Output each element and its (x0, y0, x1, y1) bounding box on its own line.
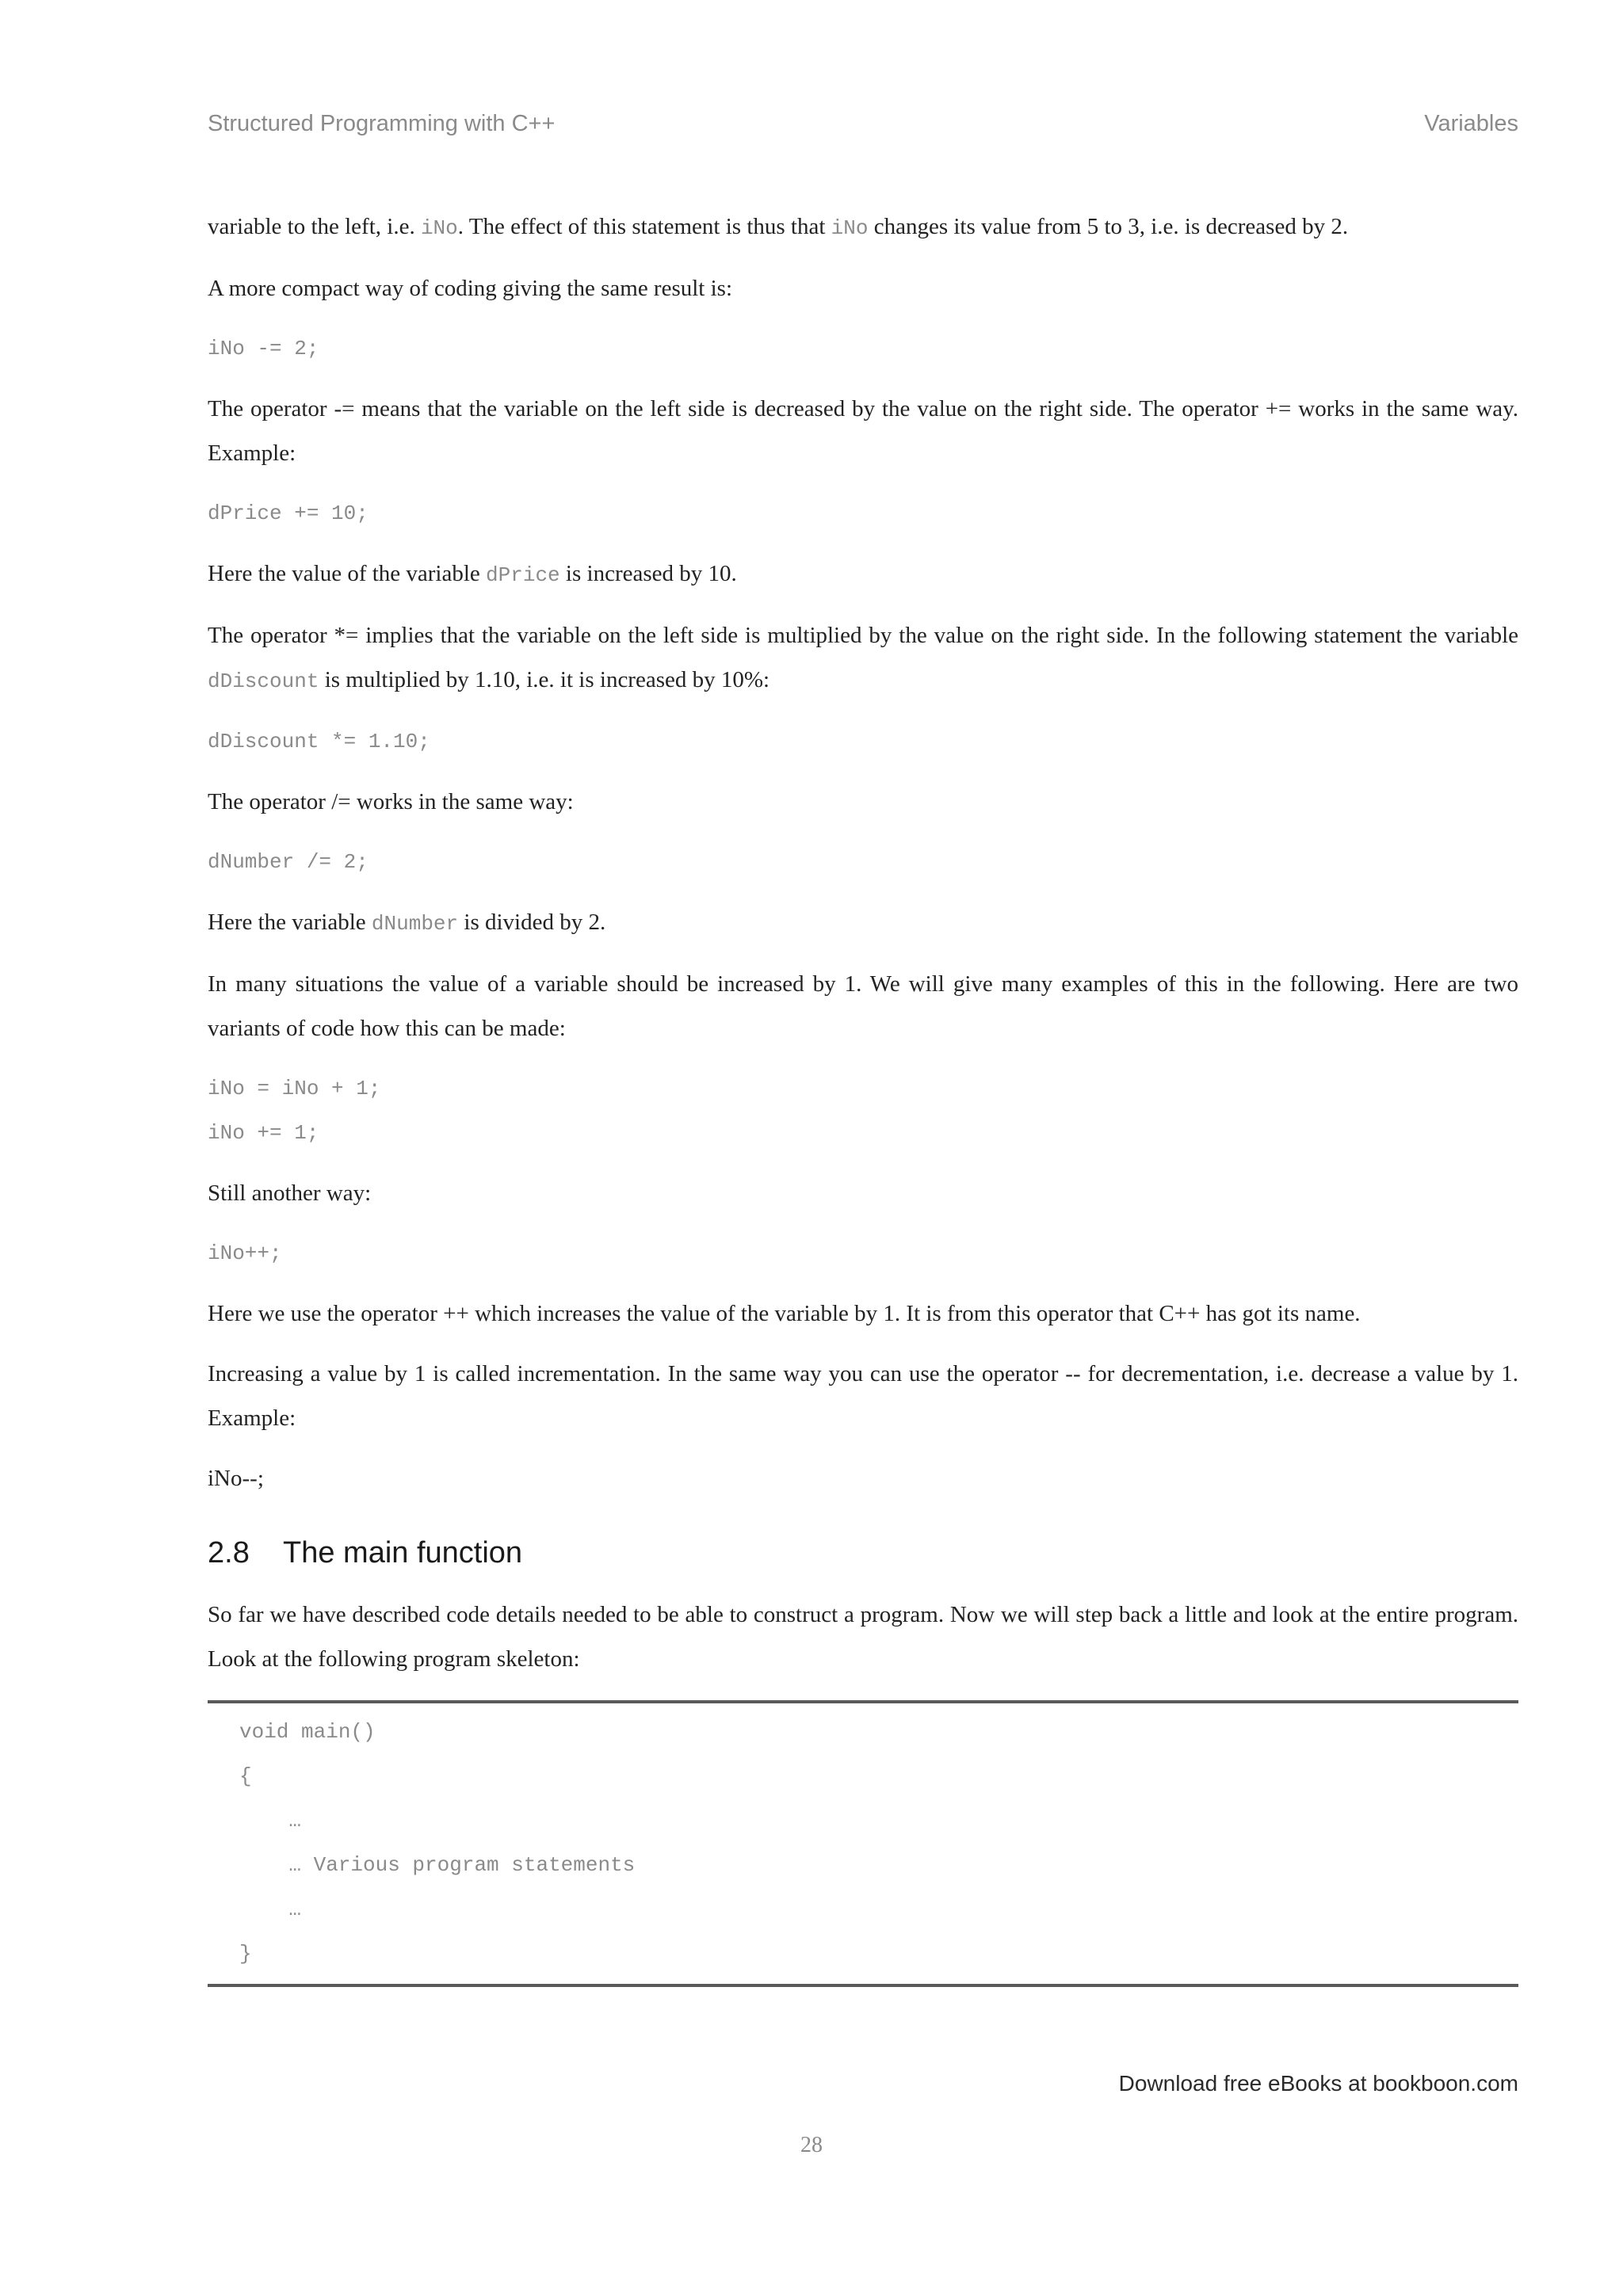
text-run: is increased by 10. (559, 561, 737, 586)
code-line: … (239, 1897, 302, 1921)
paragraph: So far we have described code details needed to be able to construct a program. Now we will step back a little and look at the entire program. Look at the following program skeleton: (208, 1602, 1518, 1672)
inline-code: iNo (831, 216, 869, 240)
section-heading (208, 1529, 1518, 1577)
text-run: is multiplied by 1.10, i.e. it is increased by 10%: (319, 667, 770, 692)
book-title: Structured Programming with C++ (208, 111, 556, 136)
code-example: iNo++; (208, 1241, 282, 1265)
page-number: 28 (800, 2133, 823, 2157)
inline-code: iNo (420, 216, 458, 240)
body-text (208, 204, 1518, 1987)
code-line: … Various program statements (239, 1853, 636, 1877)
section-title: The main function (283, 1536, 523, 1569)
code-example: dDiscount *= 1.10; (208, 730, 430, 753)
code-example: iNo = iNo + 1; (208, 1077, 381, 1100)
code-example: dPrice += 10; (208, 502, 369, 525)
paragraph: A more compact way of coding giving the same result is: (208, 276, 733, 301)
text-run: variable to the left, i.e. (208, 214, 421, 239)
code-example: iNo += 1; (208, 1121, 319, 1145)
text-run: Here the value of the variable (208, 561, 487, 586)
code-line: { (239, 1764, 252, 1788)
text-run: . The effect of this statement is thus that (457, 214, 831, 239)
paragraph: Increasing a value by 1 is called incrementation. In the same way you can use the operator -- for decrementation, i.e. decrease a value by 1. Example: (208, 1361, 1518, 1431)
paragraph: The operator -= means that the variable on the left side is decreased by the value on the right side. The operator += works in the same way. Example: (208, 396, 1518, 466)
text-run: Here the variable (208, 910, 372, 935)
section-number: 2.8 (208, 1536, 250, 1569)
code-listing (208, 1700, 1518, 1987)
inline-code: dDiscount (208, 669, 319, 693)
paragraph (208, 204, 1518, 250)
text-run: The operator *= implies that the variable on the left side is multiplied by the value on the right side. In the following statement the variable (208, 623, 1518, 648)
paragraph (208, 551, 1518, 597)
code-line: … (239, 1809, 302, 1833)
text-run: changes its value from 5 to 3, i.e. is decreased by 2. (868, 214, 1349, 239)
paragraph: The operator /= works in the same way: (208, 789, 574, 814)
paragraph (208, 613, 1518, 704)
text-run: is divided by 2. (458, 910, 606, 935)
code-example: dNumber /= 2; (208, 850, 369, 874)
paragraph: Here we use the operator ++ which increases the value of the variable by 1. It is from this operator that C++ has got its name. (208, 1301, 1361, 1326)
code-line: } (239, 1942, 252, 1966)
paragraph: In many situations the value of a variable should be increased by 1. We will give many examples of this in the following. Here are two variants of code how this can be made: (208, 971, 1518, 1041)
footer-download-link[interactable]: Download free eBooks at bookboon.com (1118, 2071, 1518, 2096)
paragraph: Still another way: (208, 1180, 372, 1206)
running-header (208, 111, 1518, 143)
code-example: iNo -= 2; (208, 337, 319, 360)
paragraph (208, 900, 1518, 946)
inline-code: dPrice (486, 563, 560, 587)
paragraph: iNo--; (208, 1466, 264, 1491)
chapter-title: Variables (1424, 111, 1518, 136)
code-line: void main() (239, 1720, 376, 1744)
inline-code: dNumber (371, 912, 459, 936)
